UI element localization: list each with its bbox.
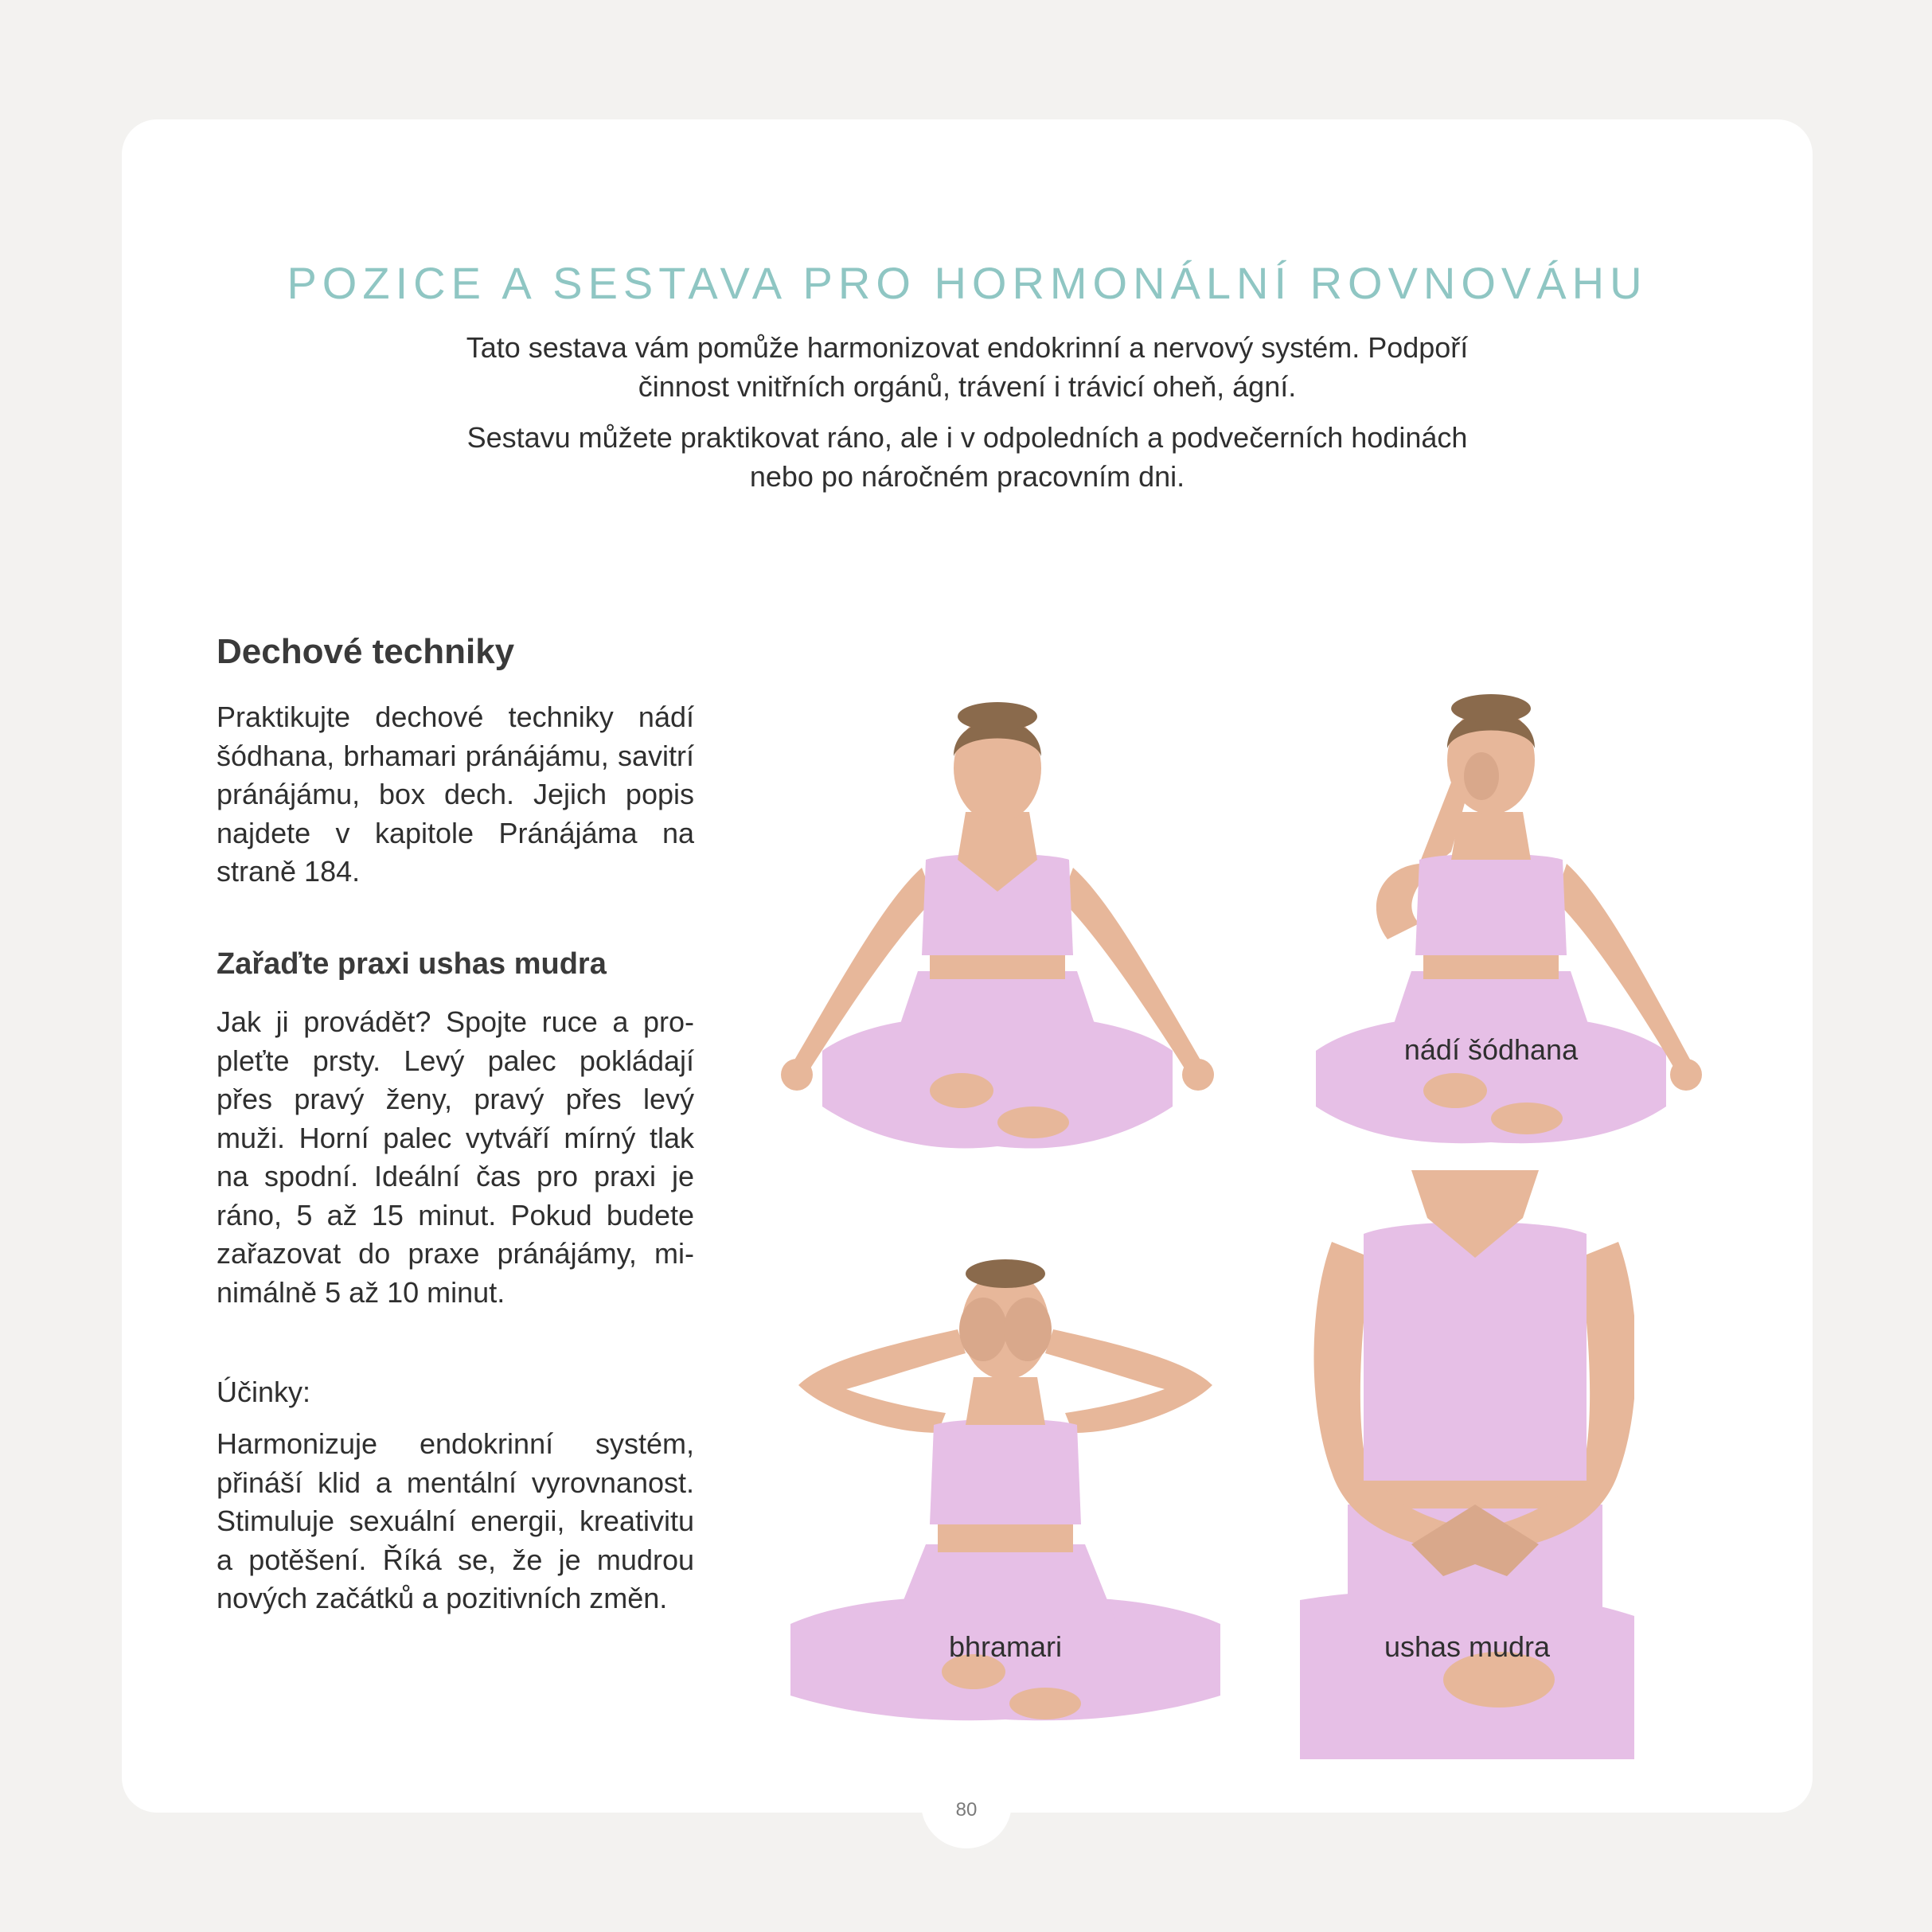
book-page bbox=[122, 119, 1813, 1813]
intro-paragraph-1: Tato sestava vám pomůže harmonizovat endokrinní a nervový systém. Podpoří činnost vnitřních orgánů, trávení i trávicí oheň, ágní. bbox=[466, 331, 1469, 403]
effects-label: Účinky: bbox=[217, 1376, 311, 1408]
photo-ushas-mudra bbox=[1300, 1170, 1634, 1759]
caption-ushas-mudra: ushas mudra bbox=[1384, 1630, 1551, 1663]
page-number: 80 bbox=[955, 1799, 978, 1821]
page-title: POZICE A SESTAVA PRO HORMONÁLNÍ ROVNOVÁHU bbox=[287, 257, 1648, 308]
effects-text: Harmonizuje endokrinní systém, přináší klid a mentální vyrovnanost. Stimuluje sexuální energii, kreativitu a potěšení. Říká se, že je mudrou nových začátků a pozitivních změn. bbox=[217, 1427, 694, 1614]
ushas-heading: Zařaďte praxi ushas mudra bbox=[217, 947, 607, 981]
caption-bhramari: bhramari bbox=[948, 1630, 1063, 1663]
page-number-tab bbox=[921, 1785, 1012, 1848]
photo-seated-meditation bbox=[759, 597, 1220, 1154]
intro-paragraph-2: Sestavu můžete praktikovat ráno, ale i v odpoledních a podvečerních hodinách nebo po náročném pracovním dni. bbox=[466, 421, 1468, 493]
breathing-text: Praktikujte dechové techniky nádí šódhana, brhamari pránájámu, savitrí pránájámu, box dech. Jejich popis najdete v kapitole Pránájáma na straně 184. bbox=[217, 701, 694, 888]
ushas-text: Jak ji provádět? Spojte ruce a propleťte prsty. Levý palec pokládají přes pravý ženy, pravý přes levý muži. Horní palec vytváří mírný tlak na spodní. Ideální čas pro praxi je ráno, 5 až 15 minut. Pokud budete zařazovat do praxe pránájámy, minimálně 5 až 10 minut. bbox=[217, 1005, 694, 1309]
breathing-heading: Dechové techniky bbox=[217, 632, 515, 671]
caption-nadi-shodhana: nádí šódhana bbox=[1403, 1033, 1579, 1066]
